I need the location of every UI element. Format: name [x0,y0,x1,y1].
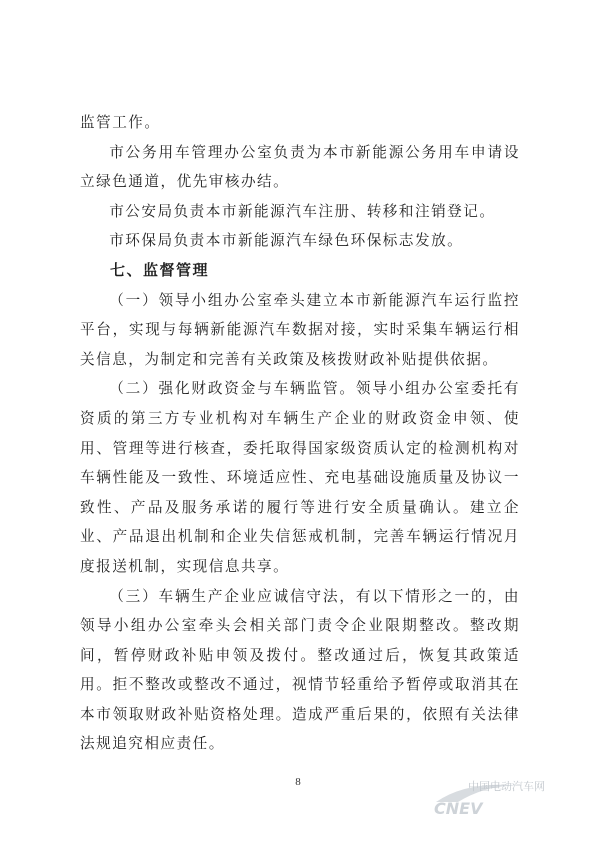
paragraph-environmental-bureau: 市环保局负责本市新能源汽车绿色环保标志发放。 [109,232,464,250]
paragraph-public-security-bureau: 市公安局负责本市新能源汽车注册、转移和注销登记。 [109,202,496,220]
continuation-line: 监管工作。 [80,114,161,131]
watermark-en-text: CNEV [434,799,483,818]
watermark-cn-text: 中国电动汽车网 [468,780,545,793]
watermark-logo [428,772,578,820]
section-heading: 七、监督管理 [110,260,210,279]
paragraph-item-1: （一）领导小组办公室牵头建立本市新能源汽车运行监控平台，实现与每辆新能源汽车数据对接，实时采集车辆运行相关信息，为制定和完善有关政策及核拨财政补贴提供依据。 [80,291,520,368]
paragraph-official-vehicle-office: 市公务用车管理办公室负责为本市新能源公务用车申请设立绿色通道，优先审核办结。 [80,143,520,191]
cnev-logo-icon [428,772,578,820]
paragraph-item-2: （二）强化财政资金与车辆监管。领导小组办公室委托有资质的第三方专业机构对车辆生产企业的财政资金申领、使用、管理等进行核查，委托取得国家级资质认定的检测机构对车辆性能及一致性、环境适应性、充电基础设施质量及协议一致性、产品及服务承诺的履行等进行安全质量确认。建立企业、产品退出机制和企业失信惩戒机制，完善车辆运行情况月度报送机制，实现信息共享。 [80,380,520,575]
document-body [80,108,520,759]
page-number: 8 [295,776,301,788]
paragraph-item-3: （三）车辆生产企业应诚信守法，有以下情形之一的，由领导小组办公室牵头会相关部门责令企业限期整改。整改期间，暂停财政补贴申领及拨付。整改通过后，恢复其政策适用。拒不整改或整改不通过，视情节轻重给予暂停或取消其在本市领取财政补贴资格处理。造成严重后果的，依照有关法律法规追究相应责任。 [80,587,520,753]
